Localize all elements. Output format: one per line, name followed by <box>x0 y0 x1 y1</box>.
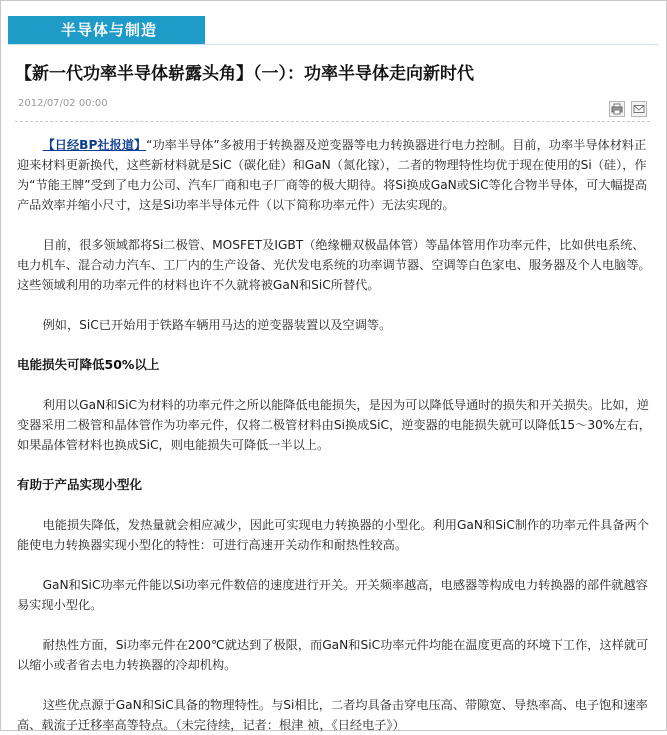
source-lead-link[interactable]: 【日经BP社报道】 <box>42 138 147 152</box>
email-icon[interactable] <box>631 101 647 117</box>
paragraph: 利用以GaN和SiC为材料的功率元件之所以能降低电能损失，是因为可以降低导通时的损失和开关损失。比如，逆变器采用二极管和晶体管作为功率元件，仅将二极管材料由Si换成SiC，逆变器的电能损失就可以降低15～30%左右，如果晶体管材料也换成SiC，则电能损失可降低一半以上。 <box>17 398 651 452</box>
paragraph <box>17 135 651 215</box>
paragraph-text: “功率半导体”多被用于转换器及逆变器等电力转换器进行电力控制。目前，功率半导体材料正迎来材料更新换代，这些新材料就是SiC（碳化硅）和GaN（氮化镓），二者的物理特性均优于现在使用的Si（硅），作为“节能王牌”受到了电力公司、汽车厂商和电子厂商等的极大期待。将Si换成GaN或SiC等化合物半导体，可大幅提高产品效率并缩小尺寸，这是Si功率半导体元件（以下简称功率元件）无法实现的。 <box>17 138 648 212</box>
category-divider <box>8 44 659 45</box>
category-tab[interactable]: 半导体与制造 <box>8 16 205 44</box>
section-heading: 电能损失可降低50%以上 <box>17 357 160 372</box>
article-title: 【新一代功率半导体崭露头角】（一）：功率半导体走向新时代 <box>15 64 474 84</box>
paragraph: 目前，很多领域都将Si二极管、MOSFET及IGBT（绝缘栅双极晶体管）等晶体管用作功率元件，比如供电系统、电力机车、混合动力汽车、工厂内的生产设备、光伏发电系统的功率调节器、空调等白色家电、服务器及个人电脑等。这些领域利用的功率元件的材料也许不久就将被GaN和SiC所替代。 <box>17 238 651 292</box>
paragraph: 这些优点源于GaN和SiC具备的物理特性。与Si相比，二者均具备击穿电压高、带隙宽、导热率高、电子饱和速率高、载流子迁移率高等特点。（未完待续，记者：根津 祯，《日经电子》） <box>17 698 648 732</box>
paragraph: GaN和SiC功率元件能以Si功率元件数倍的速度进行开关。开关频率越高，电感器等构成电力转换器的部件就越容易实现小型化。 <box>17 578 648 612</box>
print-icon[interactable] <box>609 101 625 117</box>
paragraph: 电能损失降低，发热量就会相应减少，因此可实现电力转换器的小型化。利用GaN和SiC制作的功率元件具备两个能使电力转换器实现小型化的特性：可进行高速开关动作和耐热性较高。 <box>17 518 649 552</box>
paragraph: 耐热性方面，Si功率元件在200℃就达到了极限，而GaN和SiC功率元件均能在温度更高的环境下工作，这样就可以缩小或者省去电力转换器的冷却机构。 <box>17 638 649 672</box>
article-date: 2012/07/02 00:00 <box>18 98 108 109</box>
paragraph: 例如，SiC已开始用于铁路车辆用马达的逆变器装置以及空调等。 <box>42 318 392 332</box>
article-body <box>17 135 651 735</box>
article-tools <box>609 101 647 117</box>
section-heading: 有助于产品实现小型化 <box>17 477 143 492</box>
header-divider <box>15 121 650 123</box>
